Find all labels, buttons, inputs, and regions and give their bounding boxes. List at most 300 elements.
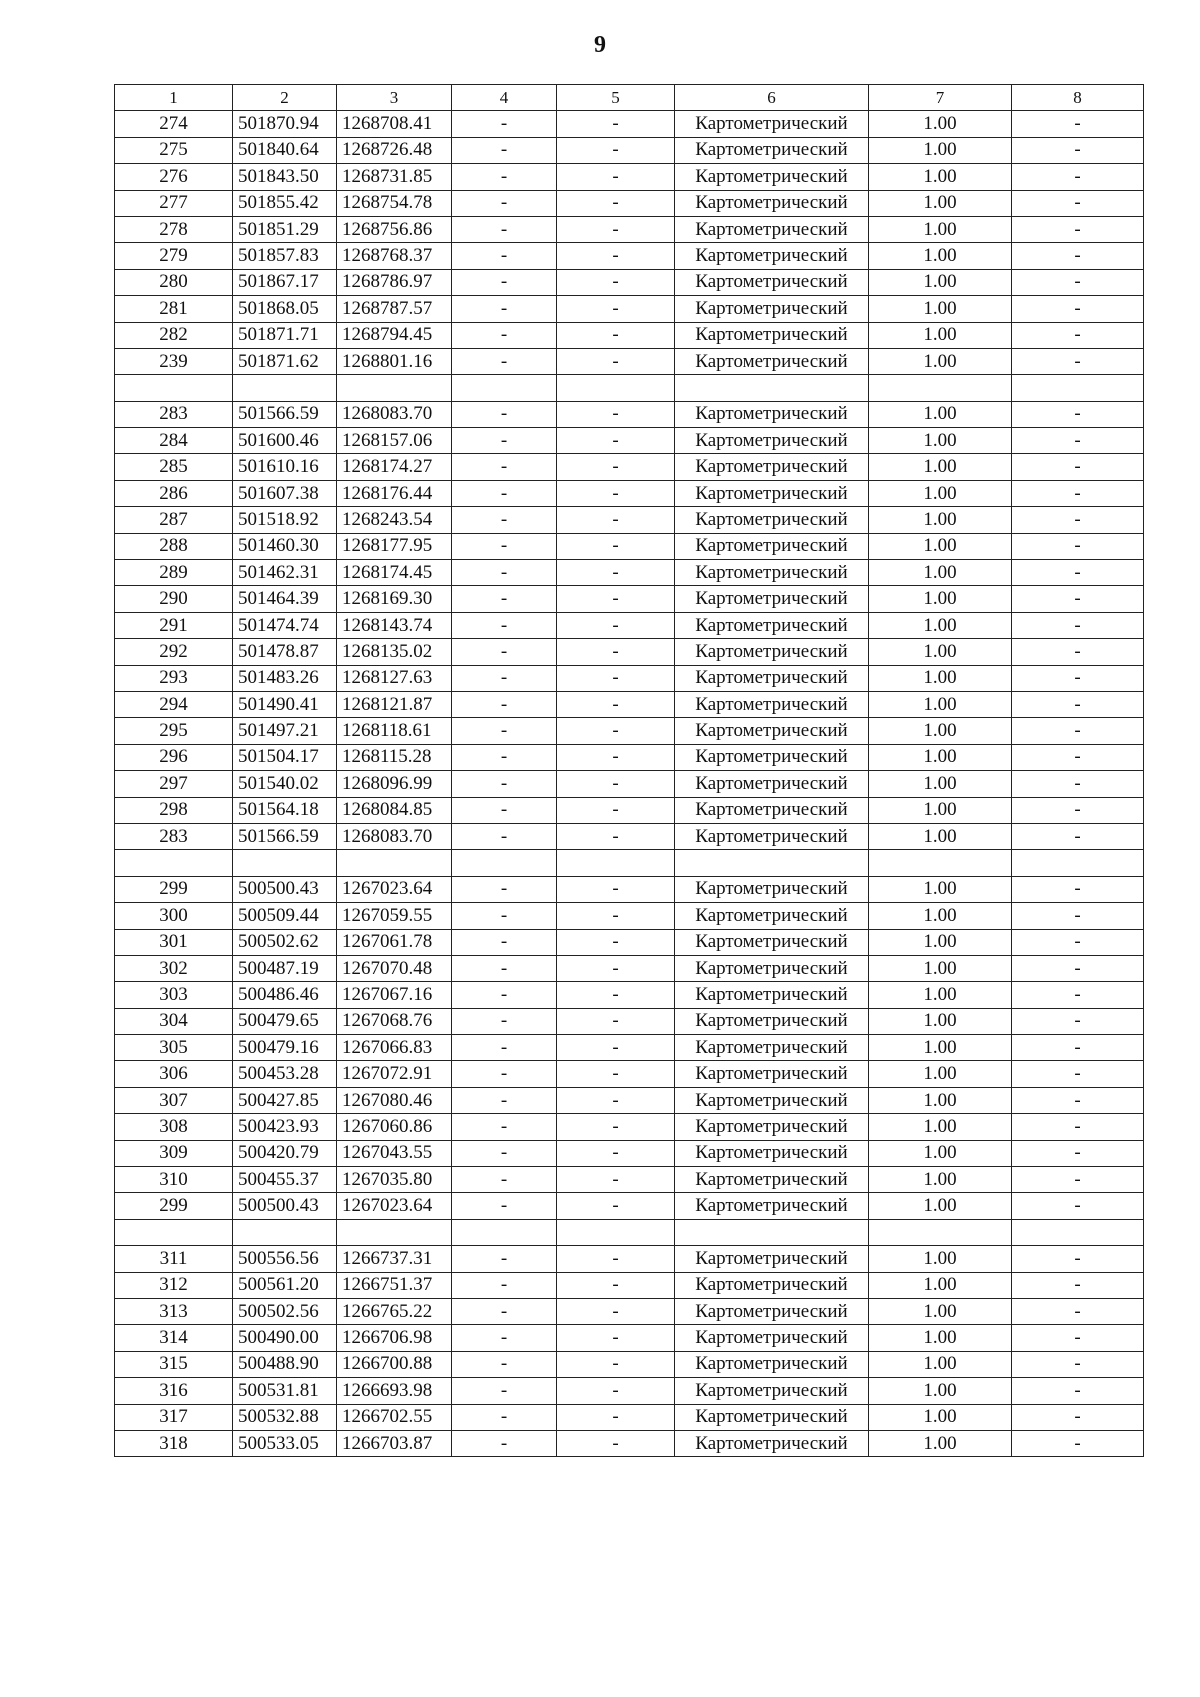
y-coordinate-cell: 1267066.83	[337, 1035, 452, 1061]
x-coordinate-cell: 501607.38	[233, 480, 337, 506]
table-row	[115, 639, 1144, 665]
accuracy-cell: 1.00	[869, 1140, 1012, 1166]
table-row	[115, 718, 1144, 744]
method-cell: Картометрический	[675, 1246, 869, 1272]
accuracy-cell: 1.00	[869, 322, 1012, 348]
table-row	[115, 428, 1144, 454]
column-5-cell: -	[557, 1193, 675, 1219]
column-8-cell: -	[1012, 296, 1144, 322]
column-header: 2	[233, 85, 337, 111]
column-4-cell: -	[452, 428, 557, 454]
column-4-cell: -	[452, 454, 557, 480]
column-5-cell: -	[557, 1087, 675, 1113]
point-number-cell: 287	[115, 507, 233, 533]
method-cell: Картометрический	[675, 612, 869, 638]
column-5-cell: -	[557, 1114, 675, 1140]
x-coordinate-cell: 500427.85	[233, 1087, 337, 1113]
point-number-cell: 274	[115, 111, 233, 137]
x-coordinate-cell: 500486.46	[233, 982, 337, 1008]
x-coordinate-cell: 501600.46	[233, 428, 337, 454]
column-4-cell: -	[452, 1298, 557, 1324]
accuracy-cell: 1.00	[869, 903, 1012, 929]
y-coordinate-cell: 1268083.70	[337, 401, 452, 427]
point-number-cell: 299	[115, 876, 233, 902]
column-5-cell: -	[557, 691, 675, 717]
point-number-cell: 286	[115, 480, 233, 506]
x-coordinate-cell: 500531.81	[233, 1378, 337, 1404]
table-row	[115, 243, 1144, 269]
empty-cell	[337, 1219, 452, 1245]
empty-cell	[675, 1219, 869, 1245]
point-number-cell: 283	[115, 401, 233, 427]
column-header: 6	[675, 85, 869, 111]
column-5-cell: -	[557, 560, 675, 586]
y-coordinate-cell: 1267043.55	[337, 1140, 452, 1166]
column-5-cell: -	[557, 1008, 675, 1034]
column-5-cell: -	[557, 1378, 675, 1404]
column-4-cell: -	[452, 190, 557, 216]
column-4-cell: -	[452, 1272, 557, 1298]
y-coordinate-cell: 1267068.76	[337, 1008, 452, 1034]
column-8-cell: -	[1012, 612, 1144, 638]
table-row	[115, 137, 1144, 163]
table-row	[115, 1140, 1144, 1166]
column-8-cell: -	[1012, 665, 1144, 691]
table-row	[115, 454, 1144, 480]
accuracy-cell: 1.00	[869, 533, 1012, 559]
column-8-cell: -	[1012, 1378, 1144, 1404]
table-row	[115, 823, 1144, 849]
x-coordinate-cell: 501518.92	[233, 507, 337, 533]
x-coordinate-cell: 500533.05	[233, 1430, 337, 1456]
y-coordinate-cell: 1268084.85	[337, 797, 452, 823]
column-header: 7	[869, 85, 1012, 111]
y-coordinate-cell: 1267023.64	[337, 876, 452, 902]
column-4-cell: -	[452, 1035, 557, 1061]
column-4-cell: -	[452, 216, 557, 242]
y-coordinate-cell: 1267061.78	[337, 929, 452, 955]
y-coordinate-cell: 1268169.30	[337, 586, 452, 612]
accuracy-cell: 1.00	[869, 771, 1012, 797]
table-row	[115, 269, 1144, 295]
x-coordinate-cell: 501843.50	[233, 164, 337, 190]
method-cell: Картометрический	[675, 955, 869, 981]
accuracy-cell: 1.00	[869, 797, 1012, 823]
point-number-cell: 310	[115, 1167, 233, 1193]
column-5-cell: -	[557, 428, 675, 454]
table-row	[115, 955, 1144, 981]
table-row	[115, 1008, 1144, 1034]
point-number-cell: 291	[115, 612, 233, 638]
column-4-cell: -	[452, 1140, 557, 1166]
method-cell: Картометрический	[675, 1298, 869, 1324]
table-row	[115, 1404, 1144, 1430]
column-4-cell: -	[452, 1404, 557, 1430]
y-coordinate-cell: 1268787.57	[337, 296, 452, 322]
accuracy-cell: 1.00	[869, 929, 1012, 955]
x-coordinate-cell: 500532.88	[233, 1404, 337, 1430]
table-row	[115, 1272, 1144, 1298]
table-row	[115, 296, 1144, 322]
y-coordinate-cell: 1268096.99	[337, 771, 452, 797]
column-5-cell: -	[557, 612, 675, 638]
column-8-cell: -	[1012, 955, 1144, 981]
column-8-cell: -	[1012, 216, 1144, 242]
x-coordinate-cell: 500423.93	[233, 1114, 337, 1140]
y-coordinate-cell: 1268794.45	[337, 322, 452, 348]
column-4-cell: -	[452, 1430, 557, 1456]
point-number-cell: 300	[115, 903, 233, 929]
column-4-cell: -	[452, 1378, 557, 1404]
method-cell: Картометрический	[675, 929, 869, 955]
empty-cell	[233, 1219, 337, 1245]
column-8-cell: -	[1012, 507, 1144, 533]
x-coordinate-cell: 501857.83	[233, 243, 337, 269]
x-coordinate-cell: 501867.17	[233, 269, 337, 295]
y-coordinate-cell: 1267035.80	[337, 1167, 452, 1193]
method-cell: Картометрический	[675, 1008, 869, 1034]
accuracy-cell: 1.00	[869, 1114, 1012, 1140]
point-number-cell: 280	[115, 269, 233, 295]
point-number-cell: 302	[115, 955, 233, 981]
accuracy-cell: 1.00	[869, 1061, 1012, 1087]
empty-cell	[869, 375, 1012, 401]
accuracy-cell: 1.00	[869, 955, 1012, 981]
table-row	[115, 322, 1144, 348]
y-coordinate-cell: 1268754.78	[337, 190, 452, 216]
accuracy-cell: 1.00	[869, 1351, 1012, 1377]
point-number-cell: 288	[115, 533, 233, 559]
column-8-cell: -	[1012, 1114, 1144, 1140]
accuracy-cell: 1.00	[869, 982, 1012, 1008]
x-coordinate-cell: 501870.94	[233, 111, 337, 137]
point-number-cell: 297	[115, 771, 233, 797]
method-cell: Картометрический	[675, 744, 869, 770]
method-cell: Картометрический	[675, 1035, 869, 1061]
table-row	[115, 348, 1144, 374]
method-cell: Картометрический	[675, 1167, 869, 1193]
empty-cell	[337, 850, 452, 876]
y-coordinate-cell: 1268768.37	[337, 243, 452, 269]
y-coordinate-cell: 1268143.74	[337, 612, 452, 638]
column-5-cell: -	[557, 797, 675, 823]
point-number-cell: 307	[115, 1087, 233, 1113]
column-4-cell: -	[452, 164, 557, 190]
column-8-cell: -	[1012, 533, 1144, 559]
column-5-cell: -	[557, 401, 675, 427]
x-coordinate-cell: 501540.02	[233, 771, 337, 797]
y-coordinate-cell: 1267060.86	[337, 1114, 452, 1140]
table-row	[115, 507, 1144, 533]
column-5-cell: -	[557, 322, 675, 348]
table-row	[115, 216, 1144, 242]
point-number-cell: 311	[115, 1246, 233, 1272]
column-4-cell: -	[452, 243, 557, 269]
column-5-cell: -	[557, 164, 675, 190]
column-5-cell: -	[557, 454, 675, 480]
accuracy-cell: 1.00	[869, 665, 1012, 691]
table-separator-row	[115, 850, 1144, 876]
table-row	[115, 1430, 1144, 1456]
x-coordinate-cell: 500453.28	[233, 1061, 337, 1087]
method-cell: Картометрический	[675, 823, 869, 849]
point-number-cell: 275	[115, 137, 233, 163]
point-number-cell: 290	[115, 586, 233, 612]
x-coordinate-cell: 501464.39	[233, 586, 337, 612]
column-5-cell: -	[557, 1272, 675, 1298]
column-4-cell: -	[452, 348, 557, 374]
accuracy-cell: 1.00	[869, 1378, 1012, 1404]
table-row	[115, 533, 1144, 559]
empty-cell	[557, 1219, 675, 1245]
column-header: 4	[452, 85, 557, 111]
column-4-cell: -	[452, 665, 557, 691]
column-5-cell: -	[557, 1246, 675, 1272]
method-cell: Картометрический	[675, 560, 869, 586]
accuracy-cell: 1.00	[869, 1298, 1012, 1324]
point-number-cell: 315	[115, 1351, 233, 1377]
table-row	[115, 480, 1144, 506]
table-row	[115, 1246, 1144, 1272]
x-coordinate-cell: 501871.71	[233, 322, 337, 348]
empty-cell	[452, 850, 557, 876]
point-number-cell: 279	[115, 243, 233, 269]
y-coordinate-cell: 1266737.31	[337, 1246, 452, 1272]
point-number-cell: 303	[115, 982, 233, 1008]
point-number-cell: 316	[115, 1378, 233, 1404]
method-cell: Картометрический	[675, 480, 869, 506]
column-8-cell: -	[1012, 111, 1144, 137]
point-number-cell: 305	[115, 1035, 233, 1061]
accuracy-cell: 1.00	[869, 1325, 1012, 1351]
accuracy-cell: 1.00	[869, 823, 1012, 849]
y-coordinate-cell: 1266700.88	[337, 1351, 452, 1377]
table-row	[115, 797, 1144, 823]
column-4-cell: -	[452, 876, 557, 902]
x-coordinate-cell: 500509.44	[233, 903, 337, 929]
table-row	[115, 401, 1144, 427]
method-cell: Картометрический	[675, 1061, 869, 1087]
column-5-cell: -	[557, 823, 675, 849]
method-cell: Картометрический	[675, 322, 869, 348]
y-coordinate-cell: 1268731.85	[337, 164, 452, 190]
table-row	[115, 1351, 1144, 1377]
column-8-cell: -	[1012, 428, 1144, 454]
y-coordinate-cell: 1268127.63	[337, 665, 452, 691]
x-coordinate-cell: 500487.19	[233, 955, 337, 981]
column-4-cell: -	[452, 322, 557, 348]
method-cell: Картометрический	[675, 797, 869, 823]
table-row	[115, 929, 1144, 955]
method-cell: Картометрический	[675, 296, 869, 322]
accuracy-cell: 1.00	[869, 480, 1012, 506]
point-number-cell: 295	[115, 718, 233, 744]
table-row	[115, 744, 1144, 770]
page-number: 9	[594, 32, 606, 58]
table-row	[115, 1114, 1144, 1140]
table-separator-row	[115, 375, 1144, 401]
column-4-cell: -	[452, 955, 557, 981]
method-cell: Картометрический	[675, 639, 869, 665]
table-row	[115, 691, 1144, 717]
column-8-cell: -	[1012, 1404, 1144, 1430]
x-coordinate-cell: 501564.18	[233, 797, 337, 823]
point-number-cell: 289	[115, 560, 233, 586]
x-coordinate-cell: 501855.42	[233, 190, 337, 216]
column-8-cell: -	[1012, 586, 1144, 612]
accuracy-cell: 1.00	[869, 428, 1012, 454]
table-row	[115, 876, 1144, 902]
column-4-cell: -	[452, 929, 557, 955]
y-coordinate-cell: 1267072.91	[337, 1061, 452, 1087]
column-8-cell: -	[1012, 190, 1144, 216]
table-row	[115, 1193, 1144, 1219]
x-coordinate-cell: 500420.79	[233, 1140, 337, 1166]
x-coordinate-cell: 501504.17	[233, 744, 337, 770]
column-8-cell: -	[1012, 269, 1144, 295]
column-4-cell: -	[452, 1167, 557, 1193]
column-5-cell: -	[557, 929, 675, 955]
point-number-cell: 276	[115, 164, 233, 190]
column-5-cell: -	[557, 955, 675, 981]
accuracy-cell: 1.00	[869, 137, 1012, 163]
accuracy-cell: 1.00	[869, 111, 1012, 137]
column-5-cell: -	[557, 1298, 675, 1324]
column-4-cell: -	[452, 1008, 557, 1034]
empty-cell	[115, 850, 233, 876]
point-number-cell: 306	[115, 1061, 233, 1087]
method-cell: Картометрический	[675, 137, 869, 163]
column-5-cell: -	[557, 190, 675, 216]
column-8-cell: -	[1012, 876, 1144, 902]
empty-cell	[675, 375, 869, 401]
method-cell: Картометрический	[675, 876, 869, 902]
x-coordinate-cell: 500455.37	[233, 1167, 337, 1193]
column-8-cell: -	[1012, 903, 1144, 929]
table-header-row	[115, 85, 1144, 111]
y-coordinate-cell: 1268157.06	[337, 428, 452, 454]
accuracy-cell: 1.00	[869, 691, 1012, 717]
column-4-cell: -	[452, 507, 557, 533]
x-coordinate-cell: 501490.41	[233, 691, 337, 717]
y-coordinate-cell: 1268756.86	[337, 216, 452, 242]
x-coordinate-cell: 500500.43	[233, 876, 337, 902]
empty-cell	[1012, 1219, 1144, 1245]
y-coordinate-cell: 1266765.22	[337, 1298, 452, 1324]
y-coordinate-cell: 1268708.41	[337, 111, 452, 137]
table-row	[115, 586, 1144, 612]
y-coordinate-cell: 1267023.64	[337, 1193, 452, 1219]
column-4-cell: -	[452, 1114, 557, 1140]
method-cell: Картометрический	[675, 1272, 869, 1298]
x-coordinate-cell: 501868.05	[233, 296, 337, 322]
method-cell: Картометрический	[675, 1378, 869, 1404]
accuracy-cell: 1.00	[869, 639, 1012, 665]
x-coordinate-cell: 500500.43	[233, 1193, 337, 1219]
y-coordinate-cell: 1267080.46	[337, 1087, 452, 1113]
column-4-cell: -	[452, 1087, 557, 1113]
empty-cell	[452, 375, 557, 401]
accuracy-cell: 1.00	[869, 560, 1012, 586]
accuracy-cell: 1.00	[869, 1193, 1012, 1219]
column-5-cell: -	[557, 269, 675, 295]
point-number-cell: 292	[115, 639, 233, 665]
y-coordinate-cell: 1268243.54	[337, 507, 452, 533]
column-5-cell: -	[557, 1061, 675, 1087]
point-number-cell: 282	[115, 322, 233, 348]
empty-cell	[233, 375, 337, 401]
point-number-cell: 283	[115, 823, 233, 849]
point-number-cell: 277	[115, 190, 233, 216]
method-cell: Картометрический	[675, 1087, 869, 1113]
column-4-cell: -	[452, 903, 557, 929]
accuracy-cell: 1.00	[869, 190, 1012, 216]
column-8-cell: -	[1012, 1140, 1144, 1166]
method-cell: Картометрический	[675, 718, 869, 744]
table-row	[115, 1378, 1144, 1404]
method-cell: Картометрический	[675, 771, 869, 797]
method-cell: Картометрический	[675, 586, 869, 612]
column-8-cell: -	[1012, 137, 1144, 163]
y-coordinate-cell: 1268174.27	[337, 454, 452, 480]
x-coordinate-cell: 501840.64	[233, 137, 337, 163]
point-number-cell: 304	[115, 1008, 233, 1034]
x-coordinate-cell: 501478.87	[233, 639, 337, 665]
accuracy-cell: 1.00	[869, 586, 1012, 612]
empty-cell	[1012, 850, 1144, 876]
table-row	[115, 612, 1144, 638]
point-number-cell: 301	[115, 929, 233, 955]
column-5-cell: -	[557, 718, 675, 744]
method-cell: Картометрический	[675, 1351, 869, 1377]
column-8-cell: -	[1012, 823, 1144, 849]
table-row	[115, 665, 1144, 691]
column-5-cell: -	[557, 903, 675, 929]
column-4-cell: -	[452, 823, 557, 849]
x-coordinate-cell: 501483.26	[233, 665, 337, 691]
column-5-cell: -	[557, 111, 675, 137]
column-5-cell: -	[557, 137, 675, 163]
method-cell: Картометрический	[675, 1430, 869, 1456]
column-8-cell: -	[1012, 1061, 1144, 1087]
accuracy-cell: 1.00	[869, 744, 1012, 770]
accuracy-cell: 1.00	[869, 401, 1012, 427]
accuracy-cell: 1.00	[869, 1035, 1012, 1061]
method-cell: Картометрический	[675, 533, 869, 559]
x-coordinate-cell: 501566.59	[233, 401, 337, 427]
x-coordinate-cell: 501462.31	[233, 560, 337, 586]
y-coordinate-cell: 1266706.98	[337, 1325, 452, 1351]
point-number-cell: 299	[115, 1193, 233, 1219]
empty-cell	[115, 375, 233, 401]
method-cell: Картометрический	[675, 428, 869, 454]
point-number-cell: 318	[115, 1430, 233, 1456]
accuracy-cell: 1.00	[869, 612, 1012, 638]
accuracy-cell: 1.00	[869, 1272, 1012, 1298]
empty-cell	[869, 1219, 1012, 1245]
x-coordinate-cell: 500502.56	[233, 1298, 337, 1324]
empty-cell	[557, 375, 675, 401]
accuracy-cell: 1.00	[869, 164, 1012, 190]
method-cell: Картометрический	[675, 111, 869, 137]
column-8-cell: -	[1012, 929, 1144, 955]
column-4-cell: -	[452, 744, 557, 770]
column-8-cell: -	[1012, 982, 1144, 1008]
column-4-cell: -	[452, 718, 557, 744]
y-coordinate-cell: 1268118.61	[337, 718, 452, 744]
y-coordinate-cell: 1268176.44	[337, 480, 452, 506]
column-5-cell: -	[557, 1325, 675, 1351]
